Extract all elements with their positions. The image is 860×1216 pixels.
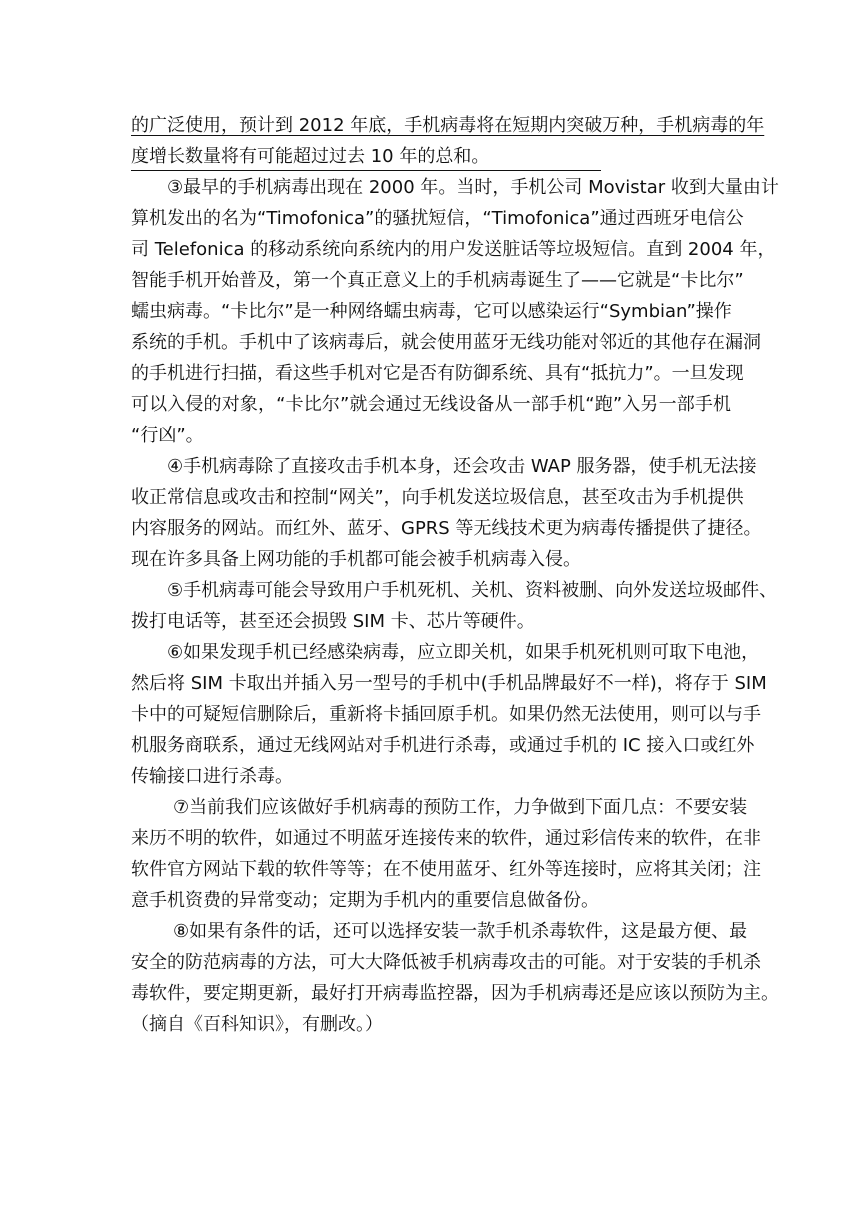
paragraph-8 — [131, 916, 779, 1040]
text-line: ⑥如果发现手机已经感染病毒，应立即关机，如果手机死机则可取下电池， — [167, 642, 760, 663]
text-line: 的手机进行扫描，看这些手机对它是否有防御系统、具有“抵抗力”。一旦发现 — [131, 363, 744, 384]
text-line: ④手机病毒除了直接攻击手机本身，还会攻击 WAP 服务器，使手机无法接 — [167, 456, 757, 477]
text-line: 拨打电话等，甚至还会损毁 SIM 卡、芯片等硬件。 — [131, 611, 535, 632]
source-citation: （摘自《百科知识》，有删改。） — [131, 1014, 383, 1035]
paragraph-5 — [131, 575, 778, 637]
paragraph-4 — [131, 451, 762, 575]
text-line: 蠕虫病毒。“卡比尔”是一种网络蠕虫病毒，它可以感染运行“Symbian”操作 — [131, 301, 732, 322]
text-line: ⑤手机病毒可能会导致用户手机死机、关机、资料被删、向外发送垃圾邮件、 — [167, 580, 778, 601]
text-line: 意手机资费的异常变动；定期为手机内的重要信息做备份。 — [131, 890, 599, 911]
text-line: 毒软件，要定期更新，最好打开病毒监控器，因为手机病毒还是应该以预防为主。 — [131, 983, 779, 1004]
text-line: 智能手机开始普及，第一个真正意义上的手机病毒诞生了——它就是“卡比尔” — [131, 270, 744, 291]
text-line: 机服务商联系，通过无线网站对手机进行杀毒，或通过手机的 IC 接入口或红外 — [131, 735, 755, 756]
text-line: 算机发出的名为“Timofonica”的骚扰短信，“Timofonica”通过西班牙电信公 — [131, 208, 744, 229]
text-line: 系统的手机。手机中了该病毒后，就会使用蓝牙无线功能对邻近的其他存在漏洞 — [131, 332, 761, 353]
paragraph-7 — [131, 792, 761, 916]
paragraph-intro — [131, 110, 765, 172]
text-line: 然后将 SIM 卡取出并插入另一型号的手机中(手机品牌最好不一样)，将存于 SIM — [131, 673, 767, 694]
text-line: 卡中的可疑短信删除后，重新将卡插回原手机。如果仍然无法使用，则可以与手 — [131, 704, 761, 725]
text-line: ⑧如果有条件的话，还可以选择安装一款手机杀毒软件，这是最方便、最 — [173, 921, 748, 942]
text-line: 来历不明的软件，如通过不明蓝牙连接传来的软件，通过彩信传来的软件，在非 — [131, 828, 761, 849]
text-line: ③最早的手机病毒出现在 2000 年。当时，手机公司 Movistar 收到大量由计 — [167, 177, 779, 198]
text-line: 内容服务的网站。而红外、蓝牙、GPRS 等无线技术更为病毒传播提供了捷径。 — [131, 518, 762, 539]
underlined-text: 度增长数量将有可能超过过去 10 年的总和。 — [131, 144, 601, 171]
text-line: 可以入侵的对象，“卡比尔”就会通过无线设备从一部手机“跑”入另一部手机 — [131, 394, 731, 415]
text-line: 收正常信息或攻击和控制“网关”，向手机发送垃圾信息，甚至攻击为手机提供 — [131, 487, 744, 508]
text-line: 软件官方网站下载的软件等等；在不使用蓝牙、红外等连接时，应将其关闭；注 — [131, 859, 761, 880]
paragraph-6 — [131, 637, 767, 792]
text-line: 安全的防范病毒的方法，可大大降低被手机病毒攻击的可能。对于安装的手机杀 — [131, 952, 761, 973]
text-line: 司 Telefonica 的移动系统向系统内的用户发送脏话等垃圾短信。直到 2004 年， — [131, 239, 776, 260]
text-line: 现在许多具备上网功能的手机都可能会被手机病毒入侵。 — [131, 549, 581, 570]
text-line — [131, 141, 731, 172]
paragraph-3 — [131, 172, 779, 451]
text-line: “行凶”。 — [131, 425, 204, 446]
text-line: 传输接口进行杀毒。 — [131, 766, 293, 787]
text-line: 的广泛使用，预计到 2012 年底，手机病毒将在短期内突破万种，手机病毒的年 — [131, 115, 765, 136]
text-line: ⑦当前我们应该做好手机病毒的预防工作，力争做到下面几点：不要安装 — [173, 797, 748, 818]
document-page — [131, 110, 779, 1040]
